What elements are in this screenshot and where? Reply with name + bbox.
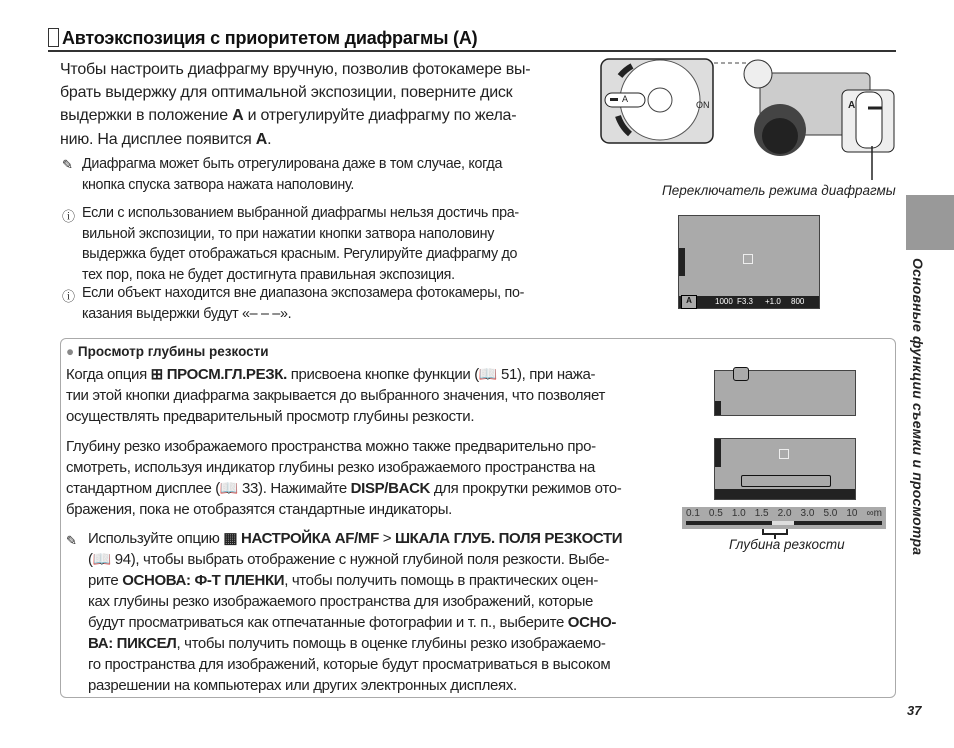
caution-paragraph — [82, 283, 524, 324]
text-line — [88, 633, 622, 654]
text-line — [60, 81, 530, 104]
text-line — [88, 612, 622, 633]
switch-mode-label: A — [848, 100, 856, 111]
text-segment: стандартном дисплее (📖 33). Нажимайте — [66, 480, 351, 497]
switch-caption: Переключатель режима диафрагмы — [662, 183, 896, 198]
text-line — [60, 104, 530, 127]
bold-term: ОСНО- — [567, 614, 617, 631]
dof-scale-label: 1.0 — [731, 508, 746, 519]
text-segment: > — [378, 530, 395, 547]
note-icon: ✎ — [66, 533, 77, 548]
dof-indicator-mini — [741, 475, 831, 487]
bold-term: A — [232, 107, 244, 125]
bold-term: ОСНОВА: Ф-Т ПЛЕНКИ — [122, 572, 285, 589]
dof-scale-label: ∞m — [866, 508, 882, 519]
intro-paragraph — [60, 58, 530, 151]
text-line — [88, 528, 622, 549]
text-line — [66, 478, 621, 499]
iso: 800 — [791, 297, 805, 306]
dof-scale-label: 0.5 — [708, 508, 723, 519]
text-line — [88, 570, 622, 591]
text-line — [82, 154, 502, 175]
text-segment: Глубину резко изображаемого пространства можно также предварительно про- — [66, 438, 596, 455]
text-segment: го пространства для изображений, которые будут просматриваться в высоком — [88, 656, 611, 673]
text-segment: выдержка будет отображаться красным. Регулируйте диафрагму до — [82, 246, 518, 263]
lcd-status-bar — [679, 296, 819, 308]
text-segment: смотреть, используя индикатор глубины резко изображаемого пространства на — [66, 459, 595, 476]
text-segment: выдержки в положение — [60, 107, 233, 125]
text-line — [60, 128, 530, 151]
text-line — [88, 591, 622, 612]
text-line — [82, 203, 519, 224]
text-segment: для прокрутки режимов ото- — [430, 480, 622, 497]
text-segment: нию. На дисплее появится — [60, 130, 256, 148]
lcd-status-bar — [715, 489, 855, 499]
chapter-tab — [906, 195, 954, 250]
caution-icon: ⓘ — [62, 209, 76, 224]
text-segment: казания выдержки будут «– – –». — [82, 305, 292, 322]
text-segment: присвоена кнопке функции (📖 51), при нажа- — [286, 366, 596, 383]
section-title — [48, 28, 477, 49]
text-segment: бражения, пока не отобразятся стандартные индикаторы. — [66, 501, 452, 518]
dof-scale-label: 2.0 — [777, 508, 792, 519]
text-segment: рите — [88, 572, 123, 589]
on-label: ON — [696, 100, 710, 110]
lcd-display-standard — [714, 438, 856, 500]
bold-term: DISP/BACK — [350, 480, 431, 497]
tip-icon: ● — [66, 344, 75, 359]
aperture: F3.3 — [737, 297, 754, 306]
text-line — [66, 364, 605, 385]
bold-term: ▦ НАСТРОЙКА AF/MF — [223, 530, 379, 547]
note-icon: ✎ — [62, 157, 73, 172]
text-line — [88, 654, 622, 675]
tip-paragraph — [66, 364, 605, 427]
section-marker-icon — [48, 28, 59, 47]
dof-scale — [682, 507, 886, 529]
text-segment: (📖 94), чтобы выбрать отображение с нужной глубиной поля резкости. Выбе- — [88, 551, 610, 568]
text-line — [66, 406, 605, 427]
section-title-text: Автоэкспозиция с приоритетом диафрагмы (A) — [62, 28, 478, 48]
tip-heading — [66, 344, 269, 359]
tip-heading-text: Просмотр глубины резкости — [77, 344, 269, 359]
text-segment: вильной экспозиции, то при нажатии кнопки затвора наполовину — [82, 225, 495, 242]
bold-term: A — [255, 130, 268, 148]
dof-scale-label: 1.5 — [754, 508, 769, 519]
text-segment: кнопка спуска затвора нажата наполовину. — [82, 176, 355, 193]
dof-caption: Глубина резкости — [729, 537, 845, 552]
text-segment: ках глубины резко изображаемого пространства для изображений, которые — [88, 593, 594, 610]
text-segment: . — [267, 130, 272, 148]
lcd-display — [678, 215, 820, 309]
text-line — [66, 436, 621, 457]
text-segment: тии этой кнопки диафрагма закрывается до выбранного значения, что позволяет — [66, 387, 605, 404]
text-line — [66, 499, 621, 520]
dof-scale-labels — [686, 508, 882, 520]
text-segment: тех пор, пока не будет достигнута правильная экспозиция. — [82, 266, 455, 283]
dof-scale-label: 3.0 — [800, 508, 815, 519]
dof-range-marker — [772, 521, 794, 525]
tip-paragraph — [66, 436, 621, 520]
text-line — [66, 457, 621, 478]
text-line — [82, 175, 502, 196]
exposure-indicator — [715, 439, 721, 467]
text-segment: , чтобы получить помощь в практических оцен- — [284, 572, 598, 589]
text-line — [82, 283, 524, 304]
bold-term: ШКАЛА ГЛУБ. ПОЛЯ РЕЗКОСТИ — [394, 530, 623, 547]
text-line — [88, 675, 622, 696]
camera-illustration — [600, 58, 896, 158]
bold-term: ⊞ ПРОСМ.ГЛ.РЕЗК. — [150, 366, 287, 383]
focus-frame-icon — [779, 449, 789, 459]
dof-scale-label: 0.1 — [686, 508, 700, 519]
text-segment: разрешении на компьютерах или других электронных дисплеях. — [88, 677, 517, 694]
exposure-indicator — [679, 248, 685, 276]
bold-term: ВА: ПИКСЕЛ — [88, 635, 177, 652]
text-segment: , чтобы получить помощь в оценке глубины резко изображаемо- — [176, 635, 606, 652]
preview-icon — [733, 367, 749, 381]
title-rule — [48, 50, 896, 52]
caution-paragraph — [82, 203, 519, 285]
text-line — [60, 58, 530, 81]
text-segment: будут просматриваться как отпечатанные фотографии и т. п., выберите — [88, 614, 568, 631]
text-line — [88, 549, 622, 570]
dof-scale-label: 5.0 — [823, 508, 838, 519]
text-segment: Когда опция — [66, 366, 151, 383]
text-line — [82, 224, 519, 245]
text-segment: брать выдержку для оптимальной экспозиции, поверните диск — [60, 84, 513, 102]
caution-icon: ⓘ — [62, 289, 76, 304]
dial-mode-label: A — [622, 94, 629, 104]
text-line — [82, 304, 524, 325]
chapter-title-vertical: Основные функции съемки и просмотра — [910, 258, 926, 556]
text-segment: Если объект находится вне диапазона экспозамера фотокамеры, по- — [82, 285, 525, 301]
text-segment: Используйте опцию — [88, 530, 224, 547]
shutter-speed: 1000 — [715, 297, 733, 306]
tip-paragraph — [88, 528, 622, 696]
text-segment: Диафрагма может быть отрегулирована даже в том случае, когда — [82, 156, 503, 172]
dof-scale-label: 10 — [846, 508, 858, 519]
text-segment: Чтобы настроить диафрагму вручную, позволив фотокамере вы- — [60, 61, 531, 78]
text-segment: осуществлять предварительный просмотр глубины резкости. — [66, 408, 475, 425]
note-paragraph — [82, 154, 502, 195]
text-line — [66, 385, 605, 406]
page-number: 37 — [907, 703, 922, 718]
text-segment: Если с использованием выбранной диафрагмы нельзя достичь пра- — [82, 205, 519, 221]
mode-indicator: A — [681, 295, 697, 309]
text-segment: и отрегулируйте диафрагму по жела- — [243, 107, 517, 125]
text-line — [82, 244, 519, 265]
exposure-compensation: +1.0 — [765, 297, 781, 306]
lcd-display-preview — [714, 370, 856, 416]
exposure-indicator — [715, 401, 721, 415]
focus-frame-icon — [743, 254, 753, 264]
